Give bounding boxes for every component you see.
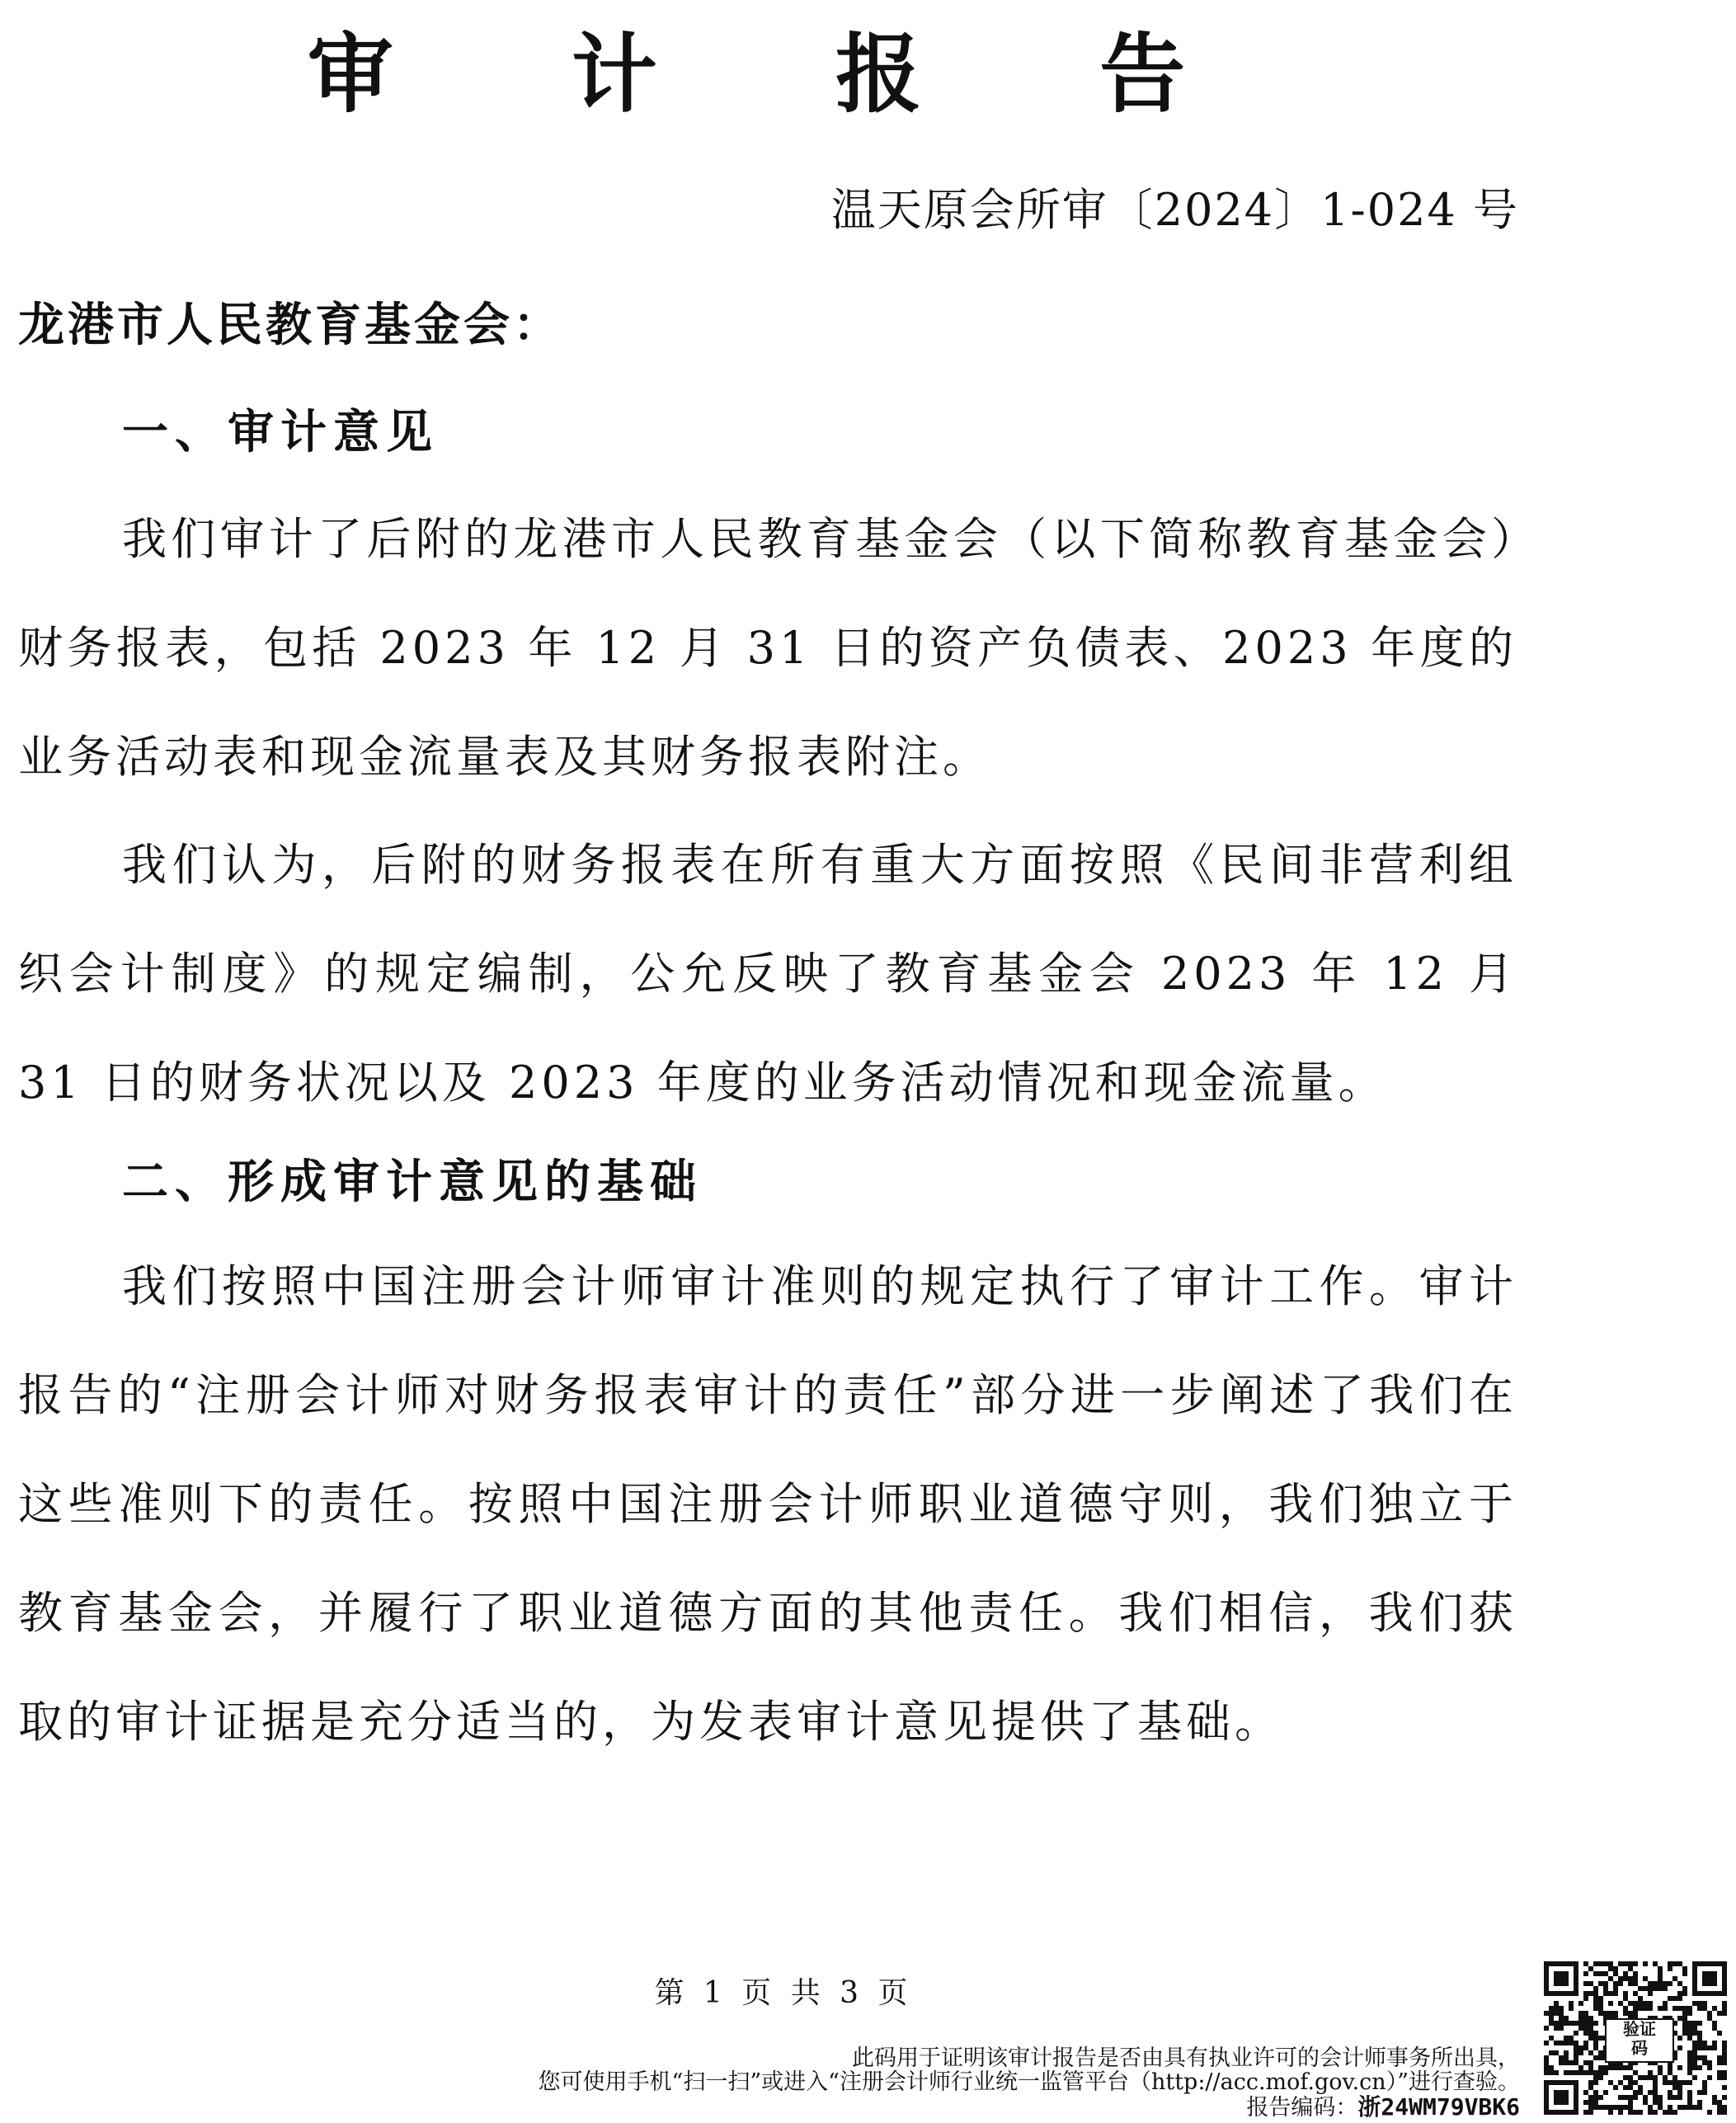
paragraph-audit-scope: 我们审计了后附的龙港市人民教育基金会（以下简称教育基金会）财务报表，包括 2023 年 12 月 31 日的资产负债表、2023 年度的业务活动表和现金流量表及其财务报表附注。 — [18, 513, 1517, 783]
report-title: 审 计 报 告 — [307, 24, 1260, 125]
qr-caption-line1: 验证 — [1623, 2019, 1656, 2039]
report-code-line — [1246, 2093, 1520, 2122]
page-number: 第 1 页 共 3 页 — [654, 1976, 913, 2010]
verification-note-line2: 您可使用手机“扫一扫”或进入“注册会计师行业统一监管平台（http://acc.mof.gov.cn）”进行查验。 — [538, 2069, 1520, 2095]
section-heading-opinion-basis: 二、形成审计意见的基础 — [122, 1156, 703, 1209]
document-number: 温天原会所审〔2024〕1-024 号 — [830, 184, 1519, 236]
paragraph-opinion-basis: 我们按照中国注册会计师审计准则的规定执行了审计工作。审计报告的“注册会计师对财务报表审计的责任”部分进一步阐述了我们在这些准则下的责任。按照中国注册会计师职业道德守则，我们独立于教育基金会，并履行了职业道德方面的其他责任。我们相信，我们获取的审计证据是充分适当的，为发表审计意见提供了基础。 — [18, 1260, 1517, 1748]
paragraph-audit-conclusion: 我们认为，后附的财务报表在所有重大方面按照《民间非营利组织会计制度》的规定编制，公允反映了教育基金会 2023 年 12 月 31 日的财务状况以及 2023 年度的业务活动情况和现金流量。 — [18, 839, 1517, 1109]
verification-note-line1: 此码用于证明该审计报告是否由具有执业许可的会计师事务所出具， — [852, 2045, 1520, 2071]
addressee: 龙港市人民教育基金会： — [18, 299, 562, 352]
report-code-label: 报告编码： — [1246, 2095, 1358, 2121]
report-code-value: 浙24WM79VBK6 — [1357, 2093, 1520, 2121]
section-heading-audit-opinion: 一、审计意见 — [122, 406, 439, 459]
qr-caption-line2: 码 — [1631, 2038, 1648, 2058]
qr-caption — [1605, 2018, 1674, 2063]
